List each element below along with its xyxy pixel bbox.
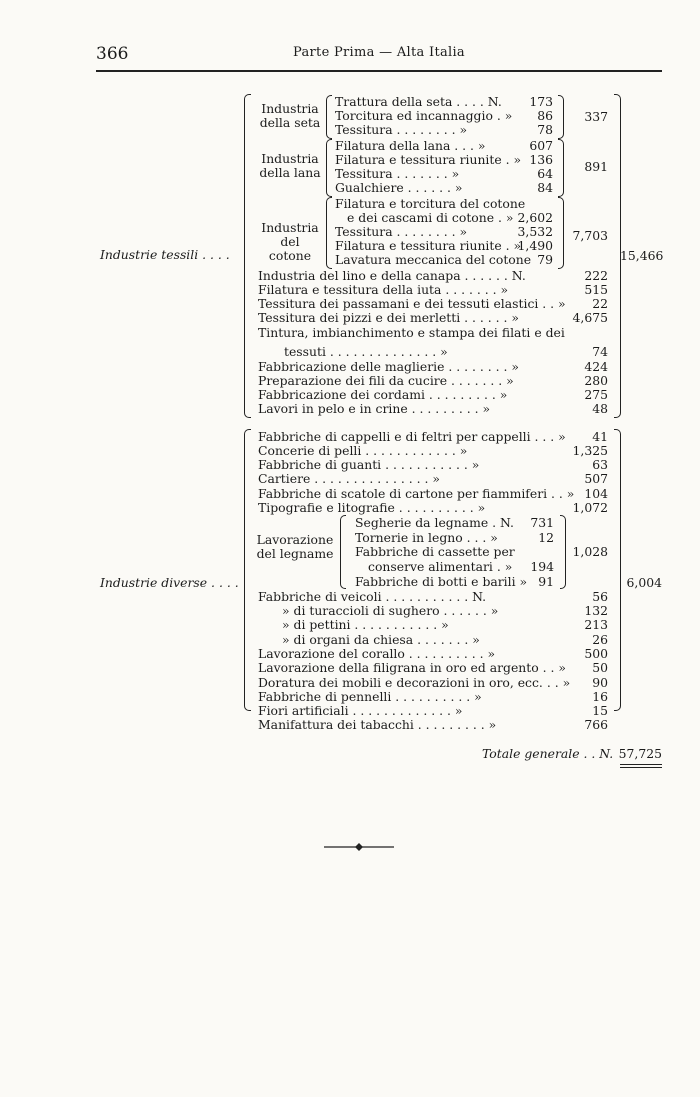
brace-lana-right — [558, 139, 564, 197]
row-value: 507 — [584, 471, 608, 486]
grand-total-underline-2 — [620, 767, 662, 768]
row-text: Cartiere . . . . . . . . . . . . . . . » — [258, 471, 440, 486]
subrow-value: 12 — [538, 530, 554, 545]
row-text: Filatura e tessitura della iuta . . . . . . . » — [258, 282, 509, 297]
group-total-tessili: 15,466 — [620, 248, 664, 263]
subrow-value: 607 — [529, 138, 553, 153]
subrow-value: 79 — [537, 252, 553, 267]
brace-legname-right — [560, 515, 566, 589]
page-number: 366 — [96, 44, 129, 64]
row-value: 275 — [584, 387, 608, 402]
row-text: Preparazione dei fili da cucire . . . . . . . » — [258, 373, 514, 388]
subrow-text: e dei cascami di cotone . » — [347, 210, 514, 225]
brace-cotone-right — [558, 197, 564, 269]
row-value: 16 — [592, 689, 608, 704]
row-text: Fabbriche di scatole di cartone per fiammiferi . . » — [258, 486, 575, 501]
subrow-text: Filatura e tessitura riunite . » — [335, 152, 522, 167]
row-text: Fabbriche di cappelli e di feltri per cappelli . . . » — [258, 429, 566, 444]
brace-tessili — [244, 94, 251, 418]
row-text: Concerie di pelli . . . . . . . . . . . . » — [258, 443, 468, 458]
subrow-value: 731 — [530, 515, 554, 530]
subrow-value: 2,602 — [517, 210, 553, 225]
row-text: » di pettini . . . . . . . . . . . » — [282, 617, 449, 632]
subrow-text: Segherie da legname . N. — [355, 515, 514, 530]
section-label-seta: Industria della seta — [259, 101, 321, 130]
subrow-value: 91 — [538, 574, 554, 589]
subrow-value: 173 — [529, 94, 553, 109]
grand-total-label-text: Totale generale . . N. — [482, 746, 614, 761]
grand-total-value: 57,725 — [618, 746, 662, 761]
subtotal-seta: 337 — [584, 109, 608, 124]
row-value: 41 — [592, 429, 608, 444]
brace-lana — [326, 139, 332, 197]
row-text: » di organi da chiesa . . . . . . . » — [282, 632, 480, 647]
subrow-text: Lavatura meccanica del cotone — [335, 252, 532, 267]
section-label-cotone: Industria del cotone — [261, 220, 319, 263]
row-value: 90 — [592, 675, 608, 690]
subtotal-lana: 891 — [584, 159, 608, 174]
subrow-value: 64 — [537, 166, 553, 181]
row-text: Fabbricazione delle maglierie . . . . . . . . » — [258, 359, 519, 374]
row-text: tessuti . . . . . . . . . . . . . . » — [284, 344, 448, 359]
section-label-legname: Lavorazione del legname — [256, 532, 334, 561]
row-value: 280 — [584, 373, 608, 388]
row-text: Lavorazione del corallo . . . . . . . . . . » — [258, 646, 496, 661]
brace-diverse-right — [614, 429, 621, 711]
row-value: 1,325 — [572, 443, 608, 458]
row-text: Manifattura dei tabacchi . . . . . . . . . » — [258, 717, 497, 732]
subrow-text: Trattura della seta . . . . N. — [335, 94, 502, 109]
subrow-text: Tessitura . . . . . . . . » — [335, 122, 468, 137]
brace-diverse — [244, 429, 251, 711]
subrow-text: conserve alimentari . » — [368, 559, 513, 574]
row-value: 50 — [592, 660, 608, 675]
subrow-text: Tornerie in legno . . . » — [355, 530, 498, 545]
header-rule — [96, 70, 662, 72]
fleuron-ornament — [324, 842, 394, 852]
grand-total-underline — [620, 764, 662, 765]
row-value: 424 — [584, 359, 608, 374]
row-value: 4,675 — [572, 310, 608, 325]
row-value: 766 — [584, 717, 608, 732]
row-value: 104 — [584, 486, 608, 501]
row-value: 1,072 — [572, 500, 608, 515]
row-value: 63 — [592, 457, 608, 472]
row-text: Fabbricazione dei cordami . . . . . . . . . » — [258, 387, 508, 402]
subrow-value: 78 — [537, 122, 553, 137]
page-header — [96, 40, 662, 66]
row-value: 56 — [592, 589, 608, 604]
row-text: Fabbriche di guanti . . . . . . . . . . . » — [258, 457, 480, 472]
subrow-text: Gualchiere . . . . . . » — [335, 180, 463, 195]
row-text: Fabbriche di veicoli . . . . . . . . . . . N. — [258, 589, 487, 604]
row-text: Fiori artificiali . . . . . . . . . . . . . » — [258, 703, 463, 718]
brace-seta — [326, 95, 332, 139]
row-value: 222 — [584, 268, 608, 283]
brace-legname — [340, 515, 346, 589]
subrow-text: Filatura e tessitura riunite . » — [335, 238, 522, 253]
subrow-value: 1,490 — [517, 238, 553, 253]
row-text: Doratura dei mobili e decorazioni in oro, ecc. . . » — [258, 675, 571, 690]
row-value: 515 — [584, 282, 608, 297]
row-value: 26 — [592, 632, 608, 647]
subrow-text: Torcitura ed incannaggio . » — [335, 108, 513, 123]
subtotal-cotone: 7,703 — [572, 228, 608, 243]
group-total-diverse: 6,004 — [626, 575, 662, 590]
grand-total-label — [482, 747, 613, 761]
subrow-value: 86 — [537, 108, 553, 123]
row-value: 22 — [592, 296, 608, 311]
subrow-text: Tessitura . . . . . . . . » — [335, 224, 468, 239]
subrow-text: Filatura della lana . . . » — [335, 138, 486, 153]
row-value: 48 — [592, 401, 608, 416]
subrow-text: Fabbriche di botti e barili » — [355, 574, 528, 589]
row-text: Tessitura dei pizzi e dei merletti . . . . . . » — [258, 310, 519, 325]
subrow-value: 136 — [529, 152, 553, 167]
subrow-value: 3,532 — [517, 224, 553, 239]
subrow-value: 194 — [530, 559, 554, 574]
row-text: Lavori in pelo e in crine . . . . . . . . . » — [258, 401, 491, 416]
subrow-text: Filatura e torcitura del cotone — [335, 196, 526, 211]
subtotal-legname: 1,028 — [572, 544, 608, 559]
row-text: » di turaccioli di sughero . . . . . . » — [282, 603, 499, 618]
row-text: Fabbriche di pennelli . . . . . . . . . . » — [258, 689, 482, 704]
row-text: Tessitura dei passamani e dei tessuti elastici . . » — [258, 296, 566, 311]
row-value: 74 — [592, 344, 608, 359]
section-label-lana: Industria della lana — [259, 151, 321, 180]
running-title: Parte Prima — Alta Italia — [293, 45, 465, 60]
row-text: Lavorazione della filigrana in oro ed argento . . » — [258, 660, 566, 675]
subrow-value: 84 — [537, 180, 553, 195]
row-value: 132 — [584, 603, 608, 618]
brace-seta-right — [558, 95, 564, 139]
subrow-text: Fabbriche di cassette per — [355, 544, 515, 559]
row-value: 213 — [584, 617, 608, 632]
group-label-tessili: Industrie tessili . . . . — [100, 247, 230, 262]
subrow-text: Tessitura . . . . . . . » — [335, 166, 460, 181]
row-value: 500 — [584, 646, 608, 661]
group-label-diverse: Industrie diverse . . . . — [100, 575, 239, 590]
row-text: Industria del lino e della canapa . . . . . . N. — [258, 268, 526, 283]
row-text: Tintura, imbianchimento e stampa dei filati e dei — [258, 325, 565, 340]
brace-cotone — [326, 197, 332, 269]
row-text: Tipografie e litografie . . . . . . . . . . » — [258, 500, 486, 515]
row-value: 15 — [592, 703, 608, 718]
